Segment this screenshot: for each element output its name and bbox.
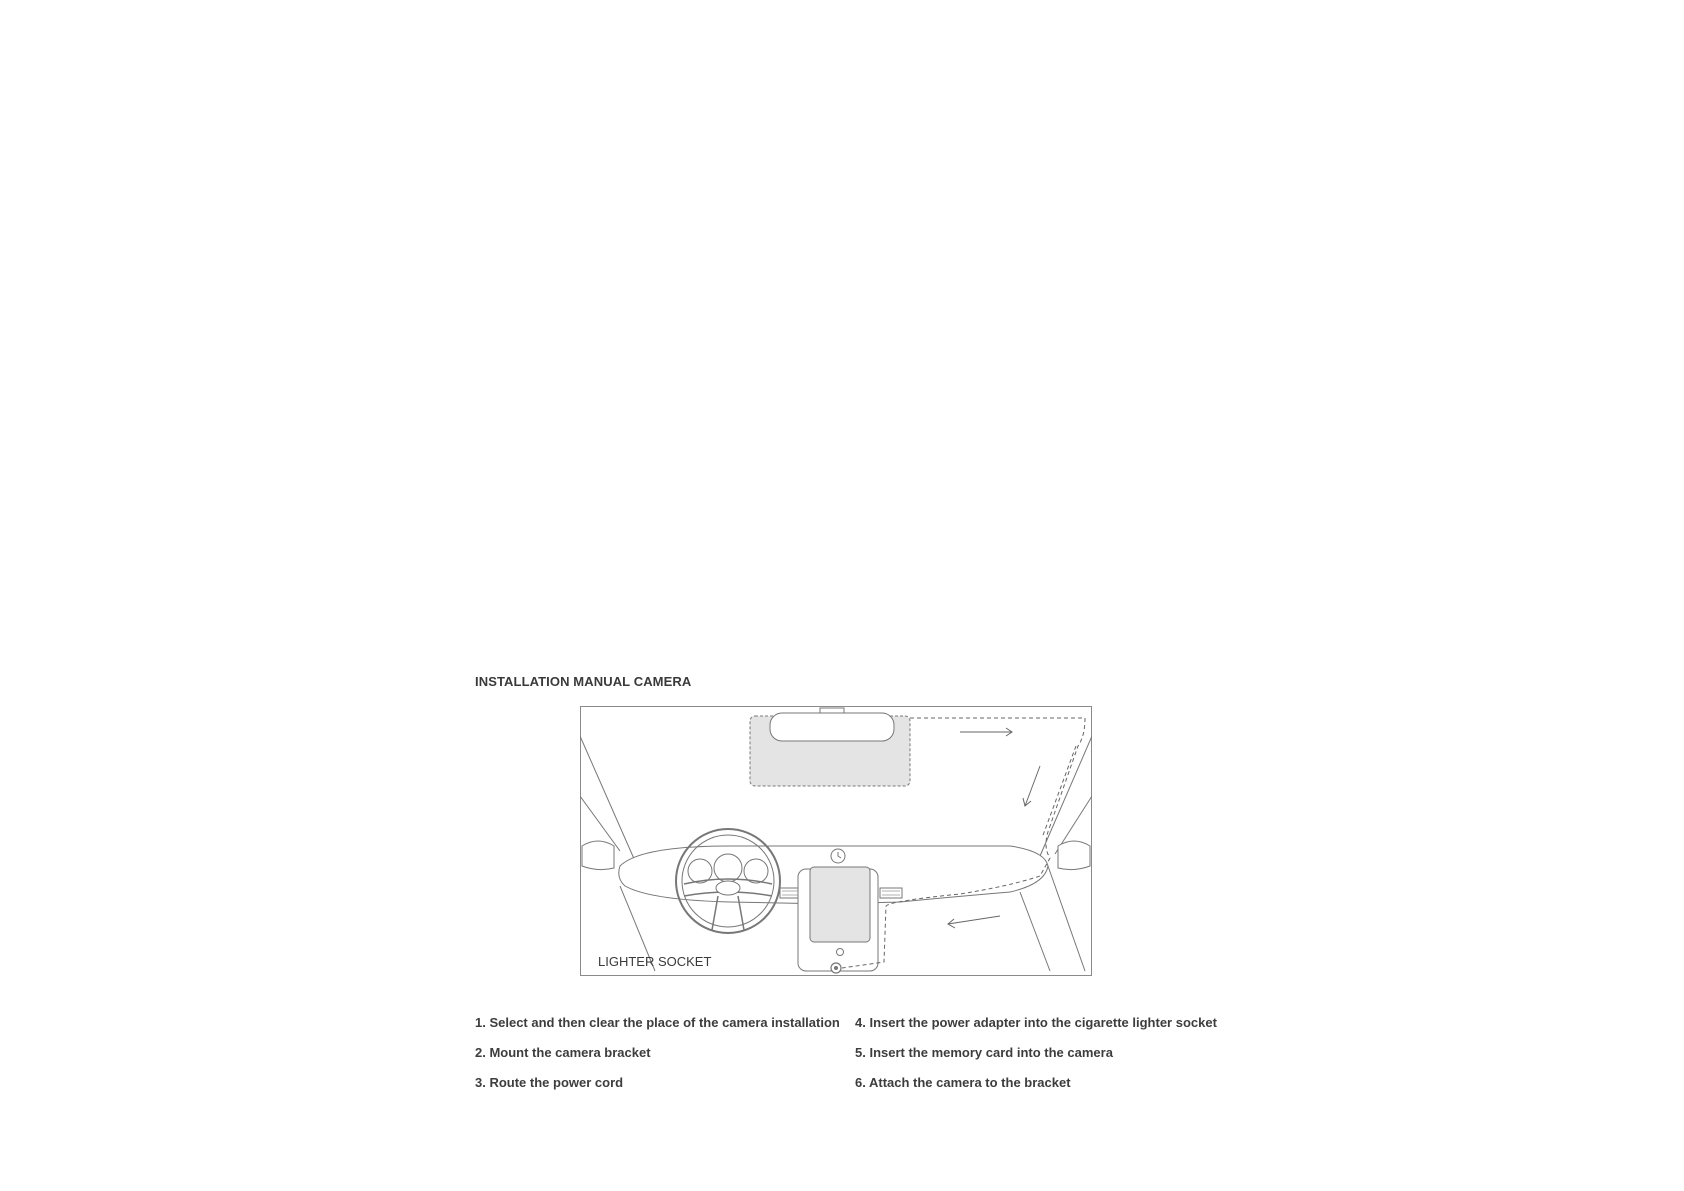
step-1: 1. Select and then clear the place of the camera installation [475,1015,840,1030]
step-3: 3. Route the power cord [475,1075,624,1090]
step-6: 6. Attach the camera to the bracket [855,1075,1071,1090]
step-5: 5. Insert the memory card into the camera [855,1045,1113,1060]
steps-list-right [855,1014,1217,1104]
rear-view-mirror [770,713,894,741]
center-screen [810,867,870,942]
console-button [837,949,844,956]
mirror-mount [820,708,844,713]
right-side-mirror [1058,841,1090,870]
wheel-hub [716,881,740,895]
gauge-center [714,854,742,882]
page-title: INSTALLATION MANUAL CAMERA [475,674,692,689]
step-4: 4. Insert the power adapter into the cigarette lighter socket [855,1015,1217,1030]
car-interior-diagram [580,706,1092,976]
vent-right [880,888,902,898]
steps-list-left [475,1014,840,1104]
left-side-mirror [582,841,614,870]
lighter-socket-label: LIGHTER SOCKET [598,954,712,969]
step-2: 2. Mount the camera bracket [475,1045,651,1060]
